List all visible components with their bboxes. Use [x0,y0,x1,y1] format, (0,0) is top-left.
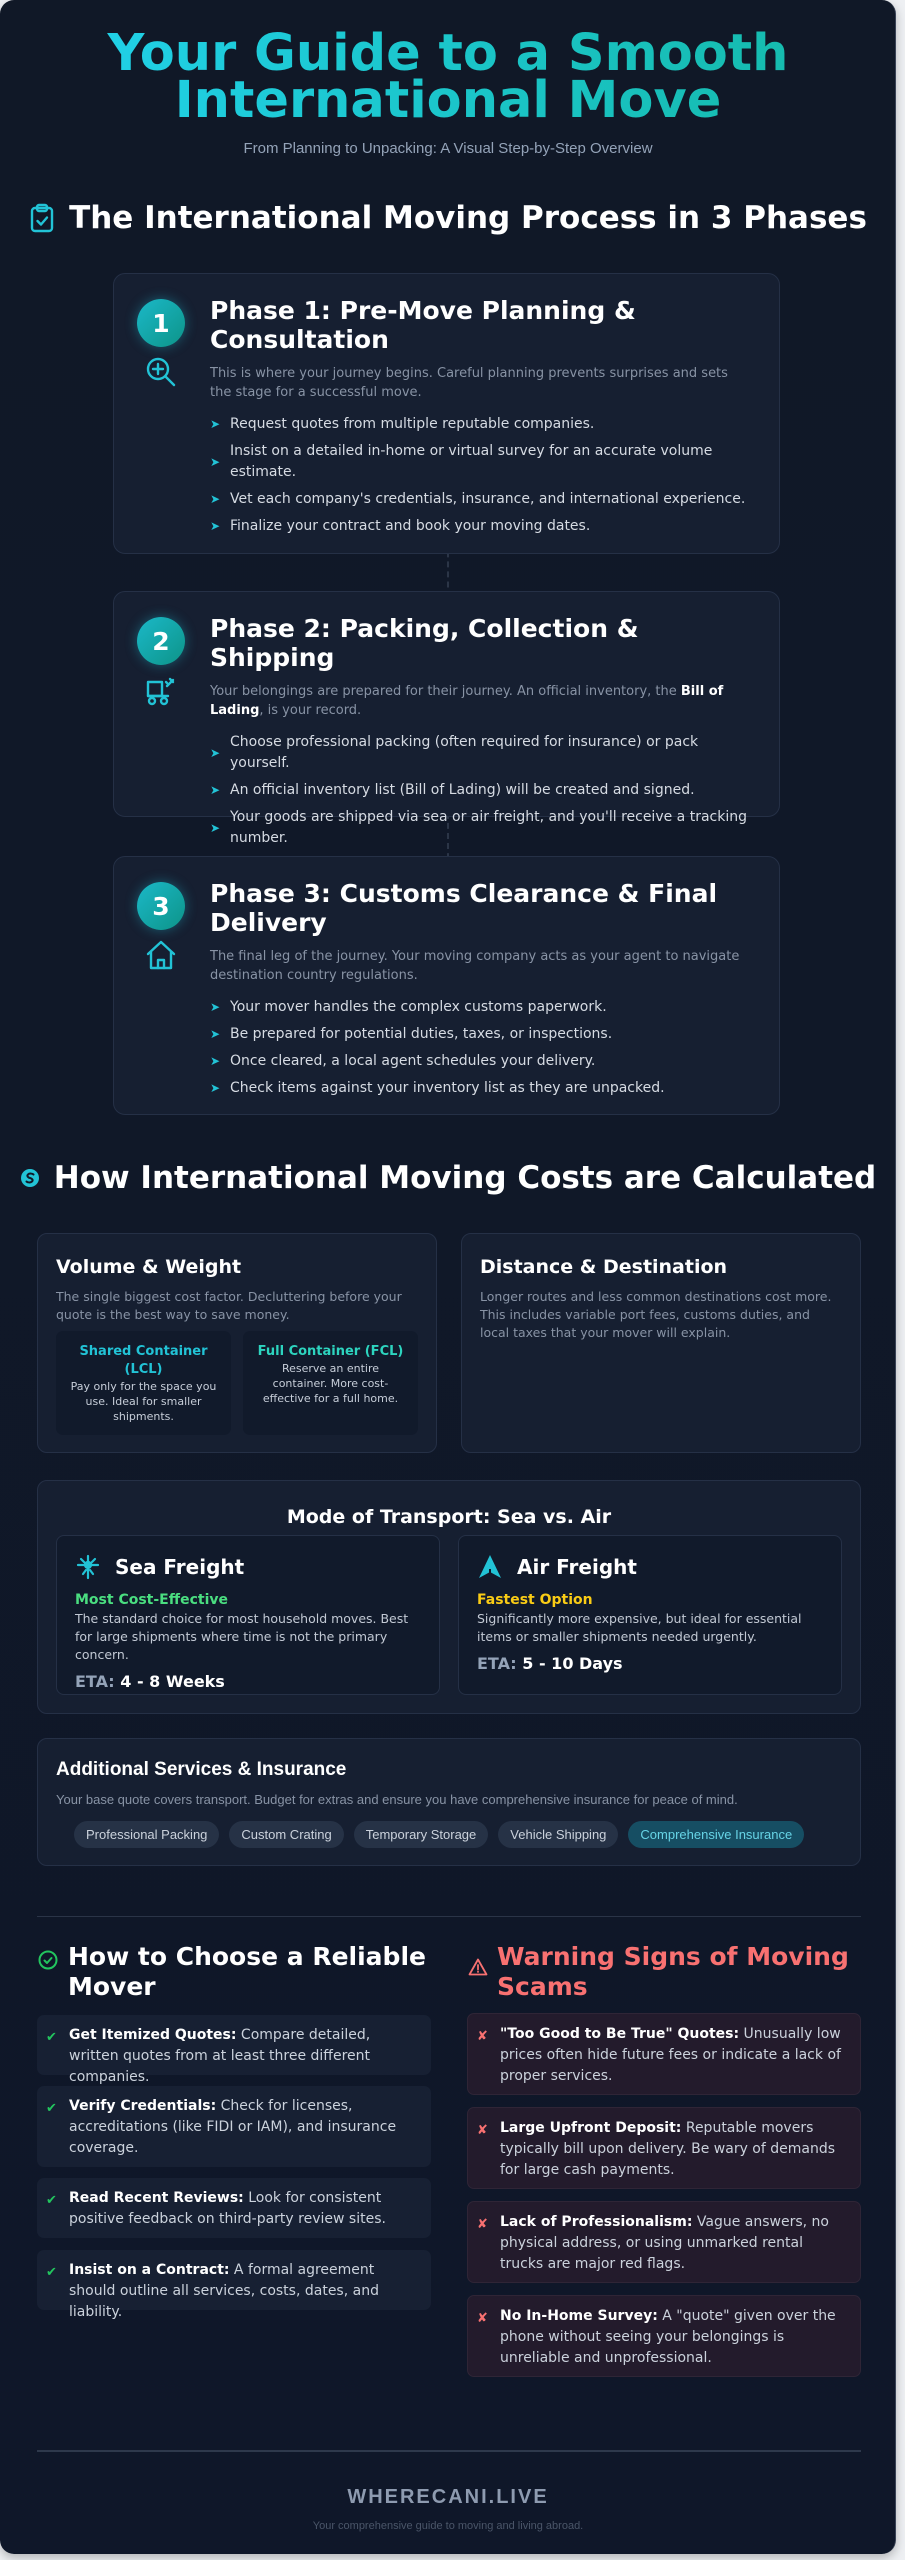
check-circle-icon [38,1950,58,1970]
section-divider [37,1916,861,1917]
arrow-icon: ➤ [210,1054,221,1068]
card-description: Your base quote covers transport. Budget for extras and ensure you have comprehensive insurance for peace of mind. [56,1792,738,1807]
sea-freight-description: The standard choice for most household moves. Best for large shipments where time is not the primary concern. [75,1611,409,1662]
service-pill: Custom Crating [229,1821,343,1848]
hero-title: Your Guide to a Smooth International Move [0,30,896,124]
transport-mode-card [37,1480,861,1714]
dolly-icon [145,674,177,706]
card-title: Distance & Destination [480,1256,728,1278]
hero-subtitle: From Planning to Unpacking: A Visual Step-by-Step Overview [243,140,653,157]
clipboard-check-icon [29,203,55,233]
arrow-icon: ➤ [210,1027,221,1041]
phase-step: ➤ Your mover handles the complex customs paperwork. [210,997,749,1018]
phase-step: ➤ Finalize your contract and book your moving dates. [210,516,749,537]
option-description: Pay only for the space you use. Ideal for smaller shipments. [70,1380,217,1423]
phase-number-badge: 1 [137,299,185,347]
air-freight-description: Significantly more expensive, but ideal for essential items or smaller shipments needed urgently. [477,1611,802,1644]
checkmark-icon: ✔ [46,2265,57,2280]
arrow-icon: ➤ [210,519,221,533]
card-description: The single biggest cost factor. Decluttering before your quote is the best way to save money. [56,1289,402,1322]
footer-tagline: Your comprehensive guide to moving and living abroad. [312,2520,584,2532]
additional-services-card [37,1738,861,1866]
arrow-icon: ➤ [210,1081,221,1095]
tip-card: ✔ Insist on a Contract: A formal agreement should outline all services, costs, dates, and liability. [37,2250,431,2310]
costs-section-title [0,1160,896,1196]
phase-card-3 [113,856,780,1115]
warning-card: ✘ No In-Home Survey: A "quote" given over the phone without seeing your belongings is unreliable and unprofessional. [467,2295,861,2377]
tip-card: ✔ Get Itemized Quotes: Compare detailed, written quotes from at least three different companies. [37,2015,431,2075]
zoom-in-icon [145,356,177,388]
phase-title: Phase 2: Packing, Collection & Shipping [210,614,639,672]
phase-step: ➤ Insist on a detailed in-home or virtual survey for an accurate volume estimate. [210,443,713,480]
phase-step: ➤ Your goods are shipped via sea or air freight, and you'll receive a tracking number. [210,809,747,846]
air-freight-option [458,1535,842,1695]
arrow-icon: ➤ [210,820,221,835]
phase-title: Phase 3: Customs Clearance & Final Delivery [210,879,718,937]
warning-card: ✘ "Too Good to Be True" Quotes: Unusually low prices often hide future fees or indicate a lack of proper services. [467,2013,861,2095]
costs-title-text: How International Moving Costs are Calculated [53,1160,877,1196]
phase-number-badge: 3 [137,882,185,930]
phase-step: ➤ Check items against your inventory list as they are unpacked. [210,1078,749,1099]
air-freight-eta: ETA: 5 - 10 Days [477,1654,623,1673]
service-pill: Vehicle Shipping [498,1821,618,1848]
card-title: Volume & Weight [56,1256,242,1278]
phase-number-badge: 2 [137,617,185,665]
sea-freight-eta: ETA: 4 - 8 Weeks [75,1672,225,1691]
lcl-option [56,1331,231,1435]
option-title: Full Container (FCL) [257,1344,404,1359]
home-icon [145,939,177,971]
arrow-icon: ➤ [210,745,221,760]
phase-card-2 [113,591,780,846]
arrow-icon: ➤ [210,454,221,469]
process-title-text: The International Moving Process in 3 Phases [69,200,867,236]
transport-title: Mode of Transport: Sea vs. Air [286,1506,612,1528]
service-pill: Professional Packing [74,1821,219,1848]
phase-steps-list [210,732,749,849]
cross-icon: ✘ [477,2311,488,2326]
arrow-icon: ➤ [210,417,221,431]
choose-title: How to Choose a Reliable Mover [68,1942,426,2001]
phase-step: ➤ Once cleared, a local agent schedules your delivery. [210,1051,749,1072]
card-description: Longer routes and less common destinations cost more. This includes variable port fees, customs duties, and local taxes that your mover will explain. [480,1289,832,1340]
sea-freight-option [56,1535,440,1695]
footer-brand-link[interactable]: WHERECANI.LIVE [347,2486,549,2508]
cross-icon: ✘ [477,2123,488,2138]
phase-steps-list [210,997,749,1099]
arrow-icon: ➤ [210,1000,221,1014]
phase-step: ➤ An official inventory list (Bill of Lading) will be created and signed. [210,780,749,801]
currency-icon [20,1168,40,1188]
warning-card: ✘ Large Upfront Deposit: Reputable movers typically bill upon delivery. Be wary of demands for large cash payments. [467,2107,861,2189]
phase-step: ➤ Request quotes from multiple reputable companies. [210,414,749,435]
checkmark-icon: ✔ [46,2193,57,2208]
phase-step: ➤ Be prepared for potential duties, taxes, or inspections. [210,1024,749,1045]
option-description: Reserve an entire container. More cost-effective for a full home. [262,1362,399,1405]
service-pill: Temporary Storage [354,1821,489,1848]
arrow-icon: ➤ [210,783,221,797]
phase-description: The final leg of the journey. Your moving company acts as your agent to navigate destination country regulations. [210,949,740,983]
services-pill-list [56,1821,842,1848]
air-freight-tag: Fastest Option [477,1592,593,1608]
sea-freight-tag: Most Cost-Effective [75,1592,228,1608]
footer-divider [37,2450,861,2452]
phase-description: This is where your journey begins. Careful planning prevents surprises and sets the stage for a successful move. [210,366,728,400]
phase-steps-list [210,414,749,537]
phase-card-1 [113,273,780,554]
plane-icon [477,1554,503,1580]
phase-description: Your belongings are prepared for their journey. An official inventory, the Bill of Lading, is your record. [210,684,724,718]
arrow-icon: ➤ [210,492,221,506]
phase-step: ➤ Vet each company's credentials, insurance, and international experience. [210,489,749,510]
air-freight-title: Air Freight [517,1555,637,1579]
volume-weight-card [37,1233,437,1453]
tip-card: ✔ Read Recent Reviews: Look for consistent positive feedback on third-party review sites. [37,2178,431,2238]
cross-icon: ✘ [477,2029,488,2044]
tip-card: ✔ Verify Credentials: Check for licenses, accreditations (like FIDI or IAM), and insurance coverage. [37,2086,431,2167]
checkmark-icon: ✔ [46,2101,57,2116]
phase-step: ➤ Choose professional packing (often required for insurance) or pack yourself. [210,734,699,771]
option-title: Shared Container (LCL) [79,1344,208,1377]
distance-destination-card [461,1233,861,1453]
scams-title: Warning Signs of Moving Scams [497,1942,849,2001]
service-pill-highlight: Comprehensive Insurance [628,1821,804,1848]
warning-card: ✘ Lack of Professionalism: Vague answers, no physical address, or using unmarked rental trucks are major red flags. [467,2201,861,2283]
warning-triangle-icon [468,1958,488,1976]
anchor-icon [75,1554,101,1580]
phase-title: Phase 1: Pre-Move Planning & Consultation [210,296,636,354]
card-title: Additional Services & Insurance [56,1759,347,1780]
process-section-title [0,200,896,236]
fcl-option [243,1331,418,1435]
checkmark-icon: ✔ [46,2030,57,2045]
cross-icon: ✘ [477,2217,488,2232]
sea-freight-title: Sea Freight [115,1555,245,1579]
